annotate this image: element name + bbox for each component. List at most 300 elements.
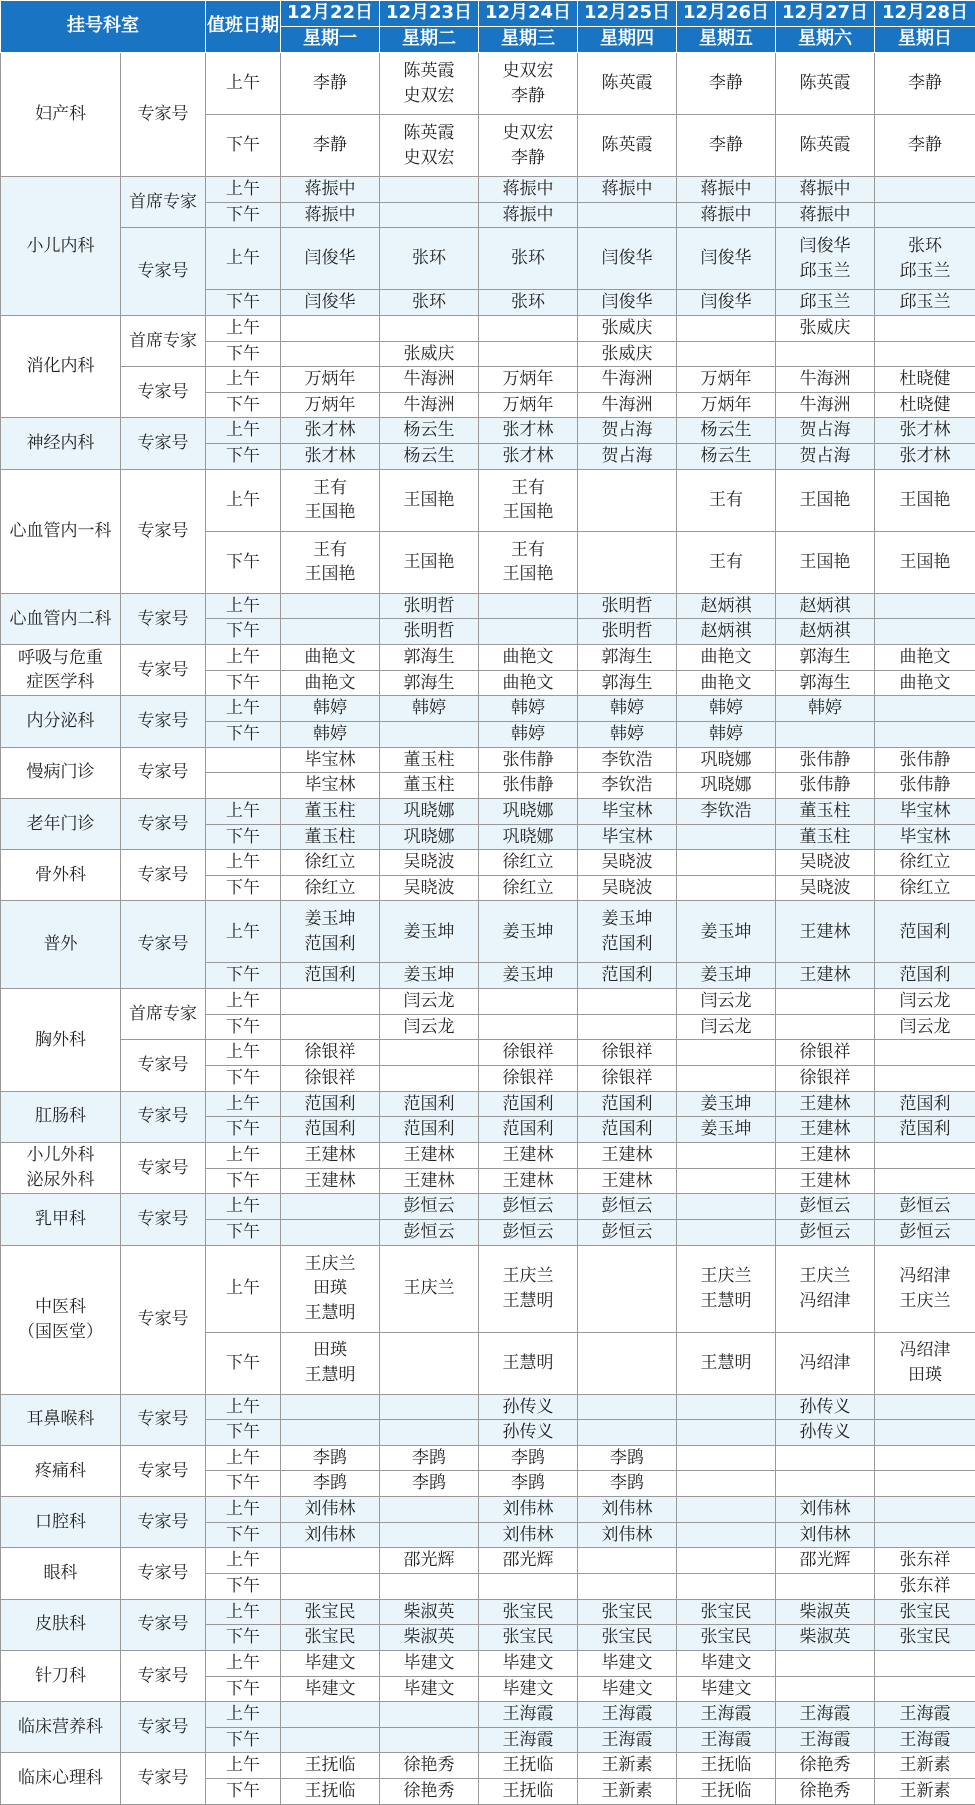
doctor-cell: [875, 202, 975, 228]
doctor-cell: 贺占海: [776, 444, 875, 470]
period-cell: 上午: [206, 53, 281, 115]
table-row: [1, 989, 975, 1015]
period-cell: 上午: [206, 1650, 281, 1676]
doctor-cell: 孙传义: [479, 1420, 578, 1446]
doctor-cell: 牛海洲: [380, 392, 479, 418]
doctor-cell: 陈英霞 史双宏: [380, 115, 479, 177]
doctor-cell: 王海霞: [875, 1727, 975, 1753]
department-name: 乳甲科: [1, 1194, 121, 1245]
table-row: [1, 798, 975, 824]
doctor-cell: 韩婷: [479, 721, 578, 747]
doctor-cell: 陈英霞 史双宏: [380, 53, 479, 115]
doctor-cell: 闫云龙: [677, 989, 776, 1015]
doctor-cell: 范国利: [875, 901, 975, 963]
period-cell: 上午: [206, 696, 281, 722]
doctor-cell: 徐红立: [281, 875, 380, 901]
period-cell: 上午: [206, 1753, 281, 1779]
doctor-cell: 牛海洲: [380, 367, 479, 393]
doctor-cell: 郭海生: [776, 645, 875, 671]
period-cell: 下午: [206, 721, 281, 747]
doctor-cell: 赵炳祺: [776, 593, 875, 619]
doctor-cell: [875, 1168, 975, 1194]
table-row: [1, 850, 975, 876]
doctor-cell: 徐红立: [281, 850, 380, 876]
department-name: 耳鼻喉科: [1, 1394, 121, 1445]
doctor-cell: 王国艳: [875, 531, 975, 593]
registration-type: 专家号: [121, 367, 206, 418]
doctor-cell: [677, 1420, 776, 1446]
doctor-cell: 王庆兰 王慧明: [479, 1245, 578, 1332]
doctor-cell: 彭恒云: [380, 1219, 479, 1245]
doctor-cell: [677, 1142, 776, 1168]
doctor-cell: 徐银祥: [578, 1040, 677, 1066]
doctor-cell: [776, 1676, 875, 1702]
doctor-cell: [776, 1650, 875, 1676]
department-block: [1, 1445, 975, 1496]
doctor-cell: 王建林: [776, 1142, 875, 1168]
doctor-cell: 董玉柱: [776, 824, 875, 850]
doctor-cell: 史双宏 李静: [479, 115, 578, 177]
doctor-cell: 张才林: [479, 444, 578, 470]
period-cell: 上午: [206, 1497, 281, 1523]
doctor-cell: [281, 1420, 380, 1446]
doctor-cell: 董玉柱: [380, 747, 479, 773]
doctor-cell: 刘伟林: [776, 1497, 875, 1523]
period-cell: 上午: [206, 1091, 281, 1117]
doctor-cell: 张才林: [875, 444, 975, 470]
doctor-cell: 柴淑英: [776, 1625, 875, 1651]
doctor-cell: [380, 177, 479, 203]
department-block: [1, 1394, 975, 1445]
doctor-cell: [776, 1014, 875, 1040]
table-row: [1, 367, 975, 393]
doctor-cell: 毕建文: [578, 1676, 677, 1702]
department-block: [1, 1142, 975, 1193]
table-row: [1, 418, 975, 444]
doctor-cell: 李鹍: [479, 1471, 578, 1497]
doctor-cell: 牛海洲: [776, 367, 875, 393]
period-cell: 上午: [206, 901, 281, 963]
doctor-cell: [677, 1573, 776, 1599]
doctor-cell: 牛海洲: [776, 392, 875, 418]
department-block: [1, 989, 975, 1092]
doctor-cell: [677, 1471, 776, 1497]
doctor-cell: 孙传义: [776, 1394, 875, 1420]
doctor-cell: 王庆兰 田瑛 王慧明: [281, 1245, 380, 1332]
doctor-cell: 李鹍: [281, 1471, 380, 1497]
registration-type: 专家号: [121, 228, 206, 316]
doctor-cell: 吴晓波: [578, 850, 677, 876]
doctor-cell: [578, 1420, 677, 1446]
doctor-cell: 曲艳文: [281, 645, 380, 671]
doctor-cell: 毕宝林: [578, 824, 677, 850]
doctor-cell: 刘伟林: [479, 1497, 578, 1523]
period-cell: 下午: [206, 1471, 281, 1497]
period-cell: 下午: [206, 1332, 281, 1394]
doctor-cell: 吴晓波: [578, 875, 677, 901]
period-cell: 上午: [206, 177, 281, 203]
doctor-cell: [380, 1727, 479, 1753]
doctor-cell: 王慧明: [479, 1332, 578, 1394]
period-cell: 上午: [206, 367, 281, 393]
doctor-cell: [875, 1142, 975, 1168]
department-block: [1, 177, 975, 316]
doctor-cell: 张明哲: [578, 619, 677, 645]
doctor-cell: [677, 1066, 776, 1092]
department-block: [1, 798, 975, 849]
department-block: [1, 1753, 975, 1804]
doctor-cell: [380, 1394, 479, 1420]
doctor-cell: [380, 1040, 479, 1066]
doctor-cell: 巩晓娜: [677, 747, 776, 773]
date-header: 12月27日: [776, 1, 875, 27]
doctor-cell: 毕建文: [677, 1676, 776, 1702]
department-name: 心血管内一科: [1, 469, 121, 593]
registration-type: 专家号: [121, 1497, 206, 1548]
table-row: [1, 1497, 975, 1523]
doctor-cell: 王海霞: [776, 1727, 875, 1753]
department-block: [1, 1091, 975, 1142]
department-block: [1, 418, 975, 469]
doctor-cell: 闫俊华: [578, 290, 677, 316]
weekday-header: 星期四: [578, 27, 677, 53]
doctor-cell: 牛海洲: [578, 392, 677, 418]
registration-type: 专家号: [121, 1394, 206, 1445]
doctor-cell: 毕建文: [479, 1676, 578, 1702]
doctor-cell: 曲艳文: [677, 670, 776, 696]
doctor-cell: [380, 1066, 479, 1092]
doctor-cell: 范国利: [281, 1091, 380, 1117]
doctor-cell: 杜晓健: [875, 392, 975, 418]
doctor-cell: 万炳年: [281, 367, 380, 393]
doctor-cell: 范国利: [875, 963, 975, 989]
doctor-cell: 王有: [677, 469, 776, 531]
period-cell: 下午: [206, 1676, 281, 1702]
period-cell: 上午: [206, 798, 281, 824]
doctor-cell: 徐艳秀: [776, 1753, 875, 1779]
doctor-cell: 张宝民: [479, 1625, 578, 1651]
period-cell: 下午: [206, 1168, 281, 1194]
registration-type: 首席专家: [121, 989, 206, 1040]
doctor-cell: 李静: [875, 53, 975, 115]
doctor-cell: 王新素: [578, 1753, 677, 1779]
period-cell: 下午: [206, 115, 281, 177]
doctor-cell: 李鹍: [479, 1445, 578, 1471]
doctor-cell: 王海霞: [776, 1702, 875, 1728]
doctor-cell: 邱玉兰: [875, 290, 975, 316]
dept-column-header: 挂号科室: [1, 1, 206, 53]
doctor-cell: 王建林: [578, 1168, 677, 1194]
department-name: 中医科 （国医堂）: [1, 1245, 121, 1394]
doctor-cell: 吴晓波: [380, 850, 479, 876]
doctor-cell: 王新素: [875, 1753, 975, 1779]
table-row: [1, 696, 975, 722]
department-name: 妇产科: [1, 53, 121, 177]
doctor-cell: 蒋振中: [281, 177, 380, 203]
doctor-cell: [578, 531, 677, 593]
department-name: 眼科: [1, 1548, 121, 1599]
table-row: [1, 1753, 975, 1779]
doctor-cell: 张才林: [479, 418, 578, 444]
department-block: [1, 593, 975, 644]
doctor-cell: [479, 989, 578, 1015]
doctor-cell: 蒋振中: [677, 202, 776, 228]
doctor-cell: [281, 989, 380, 1015]
doctor-cell: 曲艳文: [875, 645, 975, 671]
doctor-cell: 王建林: [776, 1168, 875, 1194]
doctor-cell: [380, 721, 479, 747]
doctor-cell: 范国利: [281, 1117, 380, 1143]
doctor-cell: [281, 1219, 380, 1245]
doctor-cell: 范国利: [380, 1091, 479, 1117]
doctor-cell: 史双宏 李静: [479, 53, 578, 115]
weekday-header: 星期日: [875, 27, 975, 53]
doctor-cell: 毕建文: [479, 1650, 578, 1676]
table-row: [1, 228, 975, 290]
doctor-cell: 吴晓波: [776, 850, 875, 876]
doctor-cell: [281, 341, 380, 367]
doctor-cell: 贺占海: [578, 418, 677, 444]
doctor-cell: 刘伟林: [776, 1522, 875, 1548]
doctor-cell: 韩婷: [380, 696, 479, 722]
period-cell: 下午: [206, 1625, 281, 1651]
doctor-cell: [875, 315, 975, 341]
doctor-cell: 范国利: [578, 1091, 677, 1117]
doctor-cell: 范国利: [479, 1117, 578, 1143]
doctor-cell: [875, 593, 975, 619]
registration-type: 专家号: [121, 901, 206, 989]
doctor-cell: 王建林: [578, 1142, 677, 1168]
doctor-cell: 张才林: [875, 418, 975, 444]
doctor-cell: 韩婷: [677, 721, 776, 747]
doctor-cell: 范国利: [875, 1091, 975, 1117]
period-cell: 下午: [206, 290, 281, 316]
registration-type: 专家号: [121, 1091, 206, 1142]
doctor-cell: 万炳年: [479, 392, 578, 418]
period-cell: 上午: [206, 1394, 281, 1420]
doctor-cell: 徐银祥: [281, 1040, 380, 1066]
doctor-cell: 范国利: [578, 963, 677, 989]
registration-type: 专家号: [121, 1548, 206, 1599]
doctor-cell: 吴晓波: [380, 875, 479, 901]
doctor-cell: 韩婷: [479, 696, 578, 722]
period-cell: 上午: [206, 1548, 281, 1574]
doctor-cell: [479, 1014, 578, 1040]
doctor-cell: 孙传义: [776, 1420, 875, 1446]
table-row: [1, 1599, 975, 1625]
table-row: [1, 593, 975, 619]
period-cell: 下午: [206, 444, 281, 470]
doctor-cell: [281, 593, 380, 619]
doctor-cell: 徐红立: [875, 875, 975, 901]
table-row: [1, 1142, 975, 1168]
doctor-cell: 曲艳文: [281, 670, 380, 696]
doctor-cell: 赵炳祺: [677, 619, 776, 645]
doctor-cell: 闫云龙: [677, 1014, 776, 1040]
doctor-cell: [281, 1194, 380, 1220]
registration-type: 专家号: [121, 798, 206, 849]
date-header: 12月26日: [677, 1, 776, 27]
doctor-cell: 彭恒云: [380, 1194, 479, 1220]
doctor-cell: [578, 1394, 677, 1420]
doctor-cell: [776, 721, 875, 747]
table-row: [1, 747, 975, 773]
doctor-cell: 王建林: [281, 1142, 380, 1168]
doctor-cell: [875, 1040, 975, 1066]
registration-type: 首席专家: [121, 315, 206, 366]
doctor-cell: [875, 1420, 975, 1446]
doctor-cell: 董玉柱: [281, 798, 380, 824]
registration-type: 专家号: [121, 593, 206, 644]
doctor-cell: [677, 1194, 776, 1220]
doctor-cell: [875, 341, 975, 367]
doctor-cell: [776, 1445, 875, 1471]
department-name: 小儿外科 泌尿外科: [1, 1142, 121, 1193]
doctor-cell: 韩婷: [677, 696, 776, 722]
doctor-cell: 徐艳秀: [380, 1753, 479, 1779]
department-name: 皮肤科: [1, 1599, 121, 1650]
doctor-cell: 冯绍津: [776, 1332, 875, 1394]
doctor-cell: 王建林: [479, 1142, 578, 1168]
doctor-cell: [875, 619, 975, 645]
doctor-cell: 董玉柱: [776, 798, 875, 824]
doctor-cell: 王海霞: [677, 1727, 776, 1753]
doctor-cell: 王抚临: [281, 1779, 380, 1805]
date-header: 12月22日: [281, 1, 380, 27]
doctor-cell: 曲艳文: [875, 670, 975, 696]
doctor-cell: 张伟静: [776, 773, 875, 799]
doctor-cell: 蒋振中: [776, 202, 875, 228]
doctor-cell: 郭海生: [578, 645, 677, 671]
doctor-cell: 王慧明: [677, 1332, 776, 1394]
doctor-cell: [281, 1014, 380, 1040]
doctor-cell: 张环 邱玉兰: [875, 228, 975, 290]
period-cell: 下午: [206, 670, 281, 696]
doctor-cell: [281, 619, 380, 645]
department-name: 普外: [1, 901, 121, 989]
doctor-cell: 刘伟林: [281, 1522, 380, 1548]
doctor-cell: 柴淑英: [380, 1599, 479, 1625]
doctor-cell: 贺占海: [578, 444, 677, 470]
doctor-cell: 陈英霞: [578, 115, 677, 177]
doctor-cell: [281, 1702, 380, 1728]
period-cell: 上午: [206, 418, 281, 444]
doctor-cell: [677, 875, 776, 901]
department-name: 临床心理科: [1, 1753, 121, 1804]
period-cell: 下午: [206, 1779, 281, 1805]
doctor-cell: 张明哲: [578, 593, 677, 619]
weekday-header: 星期六: [776, 27, 875, 53]
doctor-cell: 巩晓娜: [677, 773, 776, 799]
registration-type: 专家号: [121, 1702, 206, 1753]
department-block: [1, 315, 975, 418]
doctor-cell: 王国艳: [875, 469, 975, 531]
doctor-cell: 王海霞: [578, 1727, 677, 1753]
period-cell: 上午: [206, 1445, 281, 1471]
department-name: 神经内科: [1, 418, 121, 469]
table-row: [1, 1194, 975, 1220]
doctor-cell: 张伟静: [875, 773, 975, 799]
doctor-cell: 王抚临: [479, 1779, 578, 1805]
doctor-cell: 牛海洲: [578, 367, 677, 393]
department-name: 胸外科: [1, 989, 121, 1092]
doctor-cell: [875, 696, 975, 722]
period-cell: 上午: [206, 1194, 281, 1220]
department-block: [1, 1599, 975, 1650]
doctor-cell: [380, 202, 479, 228]
doctor-cell: [479, 593, 578, 619]
registration-type: 专家号: [121, 1599, 206, 1650]
doctor-cell: 王国艳: [380, 469, 479, 531]
weekday-header: 星期二: [380, 27, 479, 53]
doctor-cell: 毕建文: [281, 1650, 380, 1676]
doctor-cell: 范国利: [281, 963, 380, 989]
doctor-cell: 吴晓波: [776, 875, 875, 901]
doctor-cell: 张伟静: [875, 747, 975, 773]
doctor-cell: 张宝民: [677, 1625, 776, 1651]
doctor-cell: 姜玉坤: [380, 901, 479, 963]
doctor-cell: 毕建文: [578, 1650, 677, 1676]
doctor-cell: 毕宝林: [281, 747, 380, 773]
doctor-cell: 巩晓娜: [479, 824, 578, 850]
doctor-cell: [875, 1522, 975, 1548]
table-row: [1, 1394, 975, 1420]
doctor-cell: [677, 824, 776, 850]
doctor-cell: [281, 1548, 380, 1574]
period-cell: [206, 747, 281, 773]
doctor-cell: 刘伟林: [578, 1522, 677, 1548]
doctor-cell: 王海霞: [677, 1702, 776, 1728]
table-row: [1, 1702, 975, 1728]
doctor-cell: 王国艳: [380, 531, 479, 593]
department-name: 临床营养科: [1, 1702, 121, 1753]
doctor-cell: 陈英霞: [776, 115, 875, 177]
doctor-cell: 田瑛 王慧明: [281, 1332, 380, 1394]
doctor-cell: [479, 341, 578, 367]
doctor-cell: 范国利: [578, 1117, 677, 1143]
doctor-cell: 徐银祥: [479, 1066, 578, 1092]
doctor-cell: 万炳年: [677, 367, 776, 393]
doctor-cell: [875, 1497, 975, 1523]
period-cell: 上午: [206, 1245, 281, 1332]
registration-type: 专家号: [121, 1245, 206, 1394]
doctor-cell: 邵光辉: [776, 1548, 875, 1574]
doctor-cell: 王有: [677, 531, 776, 593]
date-header: 12月25日: [578, 1, 677, 27]
period-cell: 上午: [206, 1142, 281, 1168]
doctor-cell: [677, 1522, 776, 1548]
doctor-cell: [875, 1650, 975, 1676]
period-cell: 下午: [206, 202, 281, 228]
doctor-cell: 万炳年: [479, 367, 578, 393]
department-name: 针刀科: [1, 1650, 121, 1701]
doctor-cell: 毕建文: [380, 1676, 479, 1702]
period-cell: 下午: [206, 1014, 281, 1040]
doctor-cell: 毕宝林: [875, 798, 975, 824]
doctor-cell: 毕宝林: [281, 773, 380, 799]
department-name: 疼痛科: [1, 1445, 121, 1496]
doctor-cell: 韩婷: [281, 696, 380, 722]
duty-date-header: 值班日期: [206, 1, 281, 53]
registration-type: 专家号: [121, 1445, 206, 1496]
doctor-cell: 闫云龙: [875, 1014, 975, 1040]
doctor-cell: 蒋振中: [578, 177, 677, 203]
doctor-cell: 蒋振中: [677, 177, 776, 203]
doctor-cell: 李鹍: [380, 1471, 479, 1497]
doctor-cell: 毕宝林: [875, 824, 975, 850]
department-block: [1, 1194, 975, 1245]
doctor-cell: [578, 989, 677, 1015]
